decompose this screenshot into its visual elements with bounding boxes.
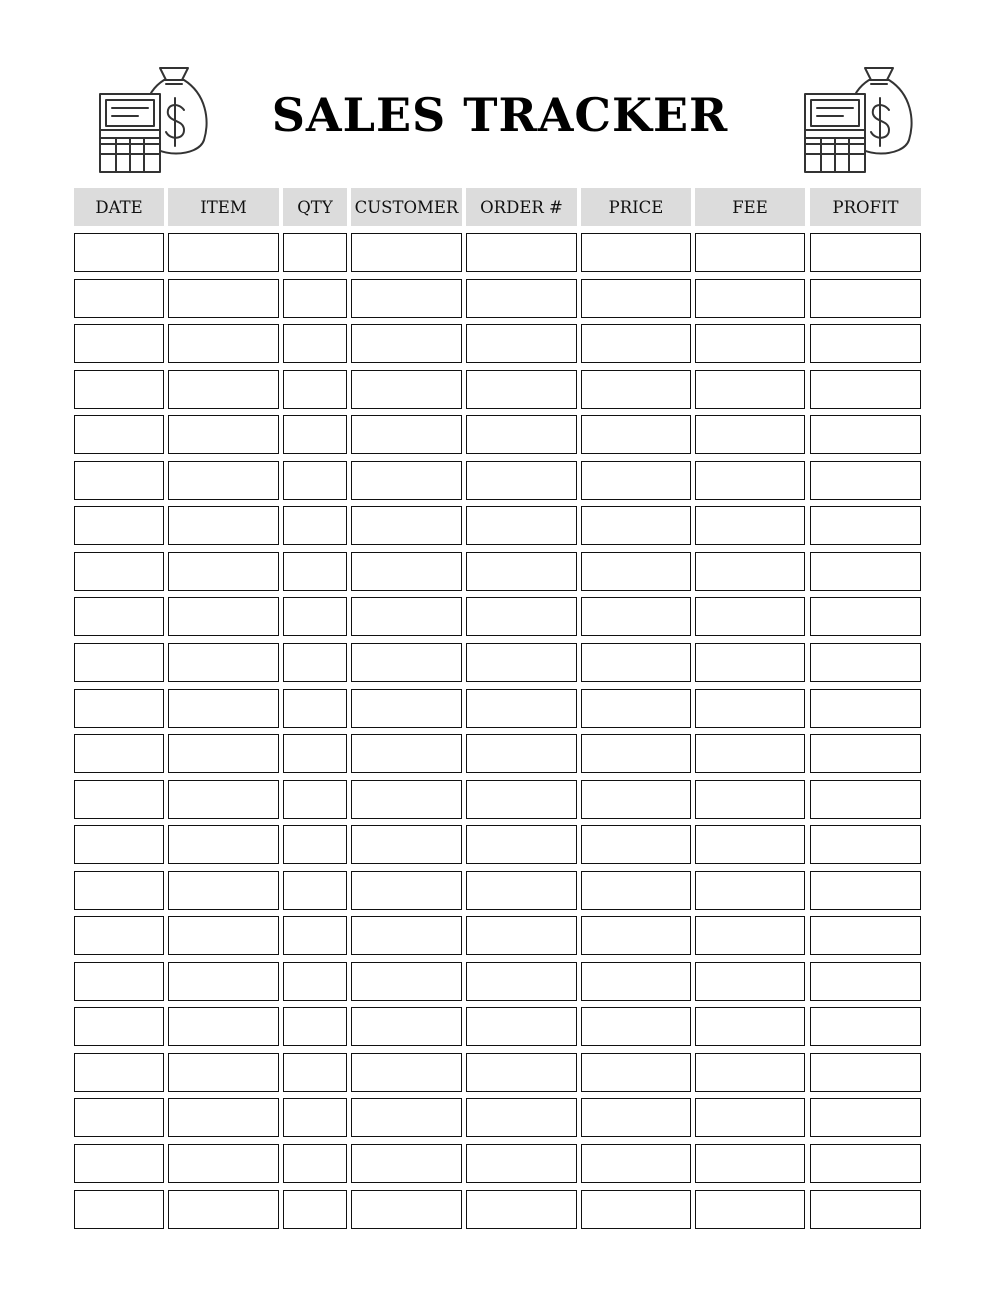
entry-cell-qty[interactable]	[283, 1144, 347, 1183]
entry-cell-date[interactable]	[74, 461, 164, 500]
entry-cell-profit[interactable]	[810, 1007, 921, 1046]
entry-cell-fee[interactable]	[695, 597, 805, 636]
entry-cell-customer[interactable]	[351, 324, 462, 363]
entry-cell-item[interactable]	[168, 461, 279, 500]
entry-cell-fee[interactable]	[695, 962, 805, 1001]
entry-cell-customer[interactable]	[351, 643, 462, 682]
entry-cell-fee[interactable]	[695, 1007, 805, 1046]
entry-cell-price[interactable]	[581, 597, 691, 636]
entry-cell-date[interactable]	[74, 871, 164, 910]
entry-cell-fee[interactable]	[695, 415, 805, 454]
entry-cell-profit[interactable]	[810, 506, 921, 545]
entry-cell-customer[interactable]	[351, 415, 462, 454]
entry-cell-order[interactable]	[466, 1190, 577, 1229]
entry-cell-order[interactable]	[466, 233, 577, 272]
entry-cell-date[interactable]	[74, 689, 164, 728]
entry-cell-customer[interactable]	[351, 506, 462, 545]
entry-cell-price[interactable]	[581, 233, 691, 272]
entry-cell-order[interactable]	[466, 689, 577, 728]
entry-cell-qty[interactable]	[283, 734, 347, 773]
entry-cell-qty[interactable]	[283, 415, 347, 454]
entry-cell-order[interactable]	[466, 1053, 577, 1092]
entry-cell-order[interactable]	[466, 1098, 577, 1137]
entry-cell-price[interactable]	[581, 871, 691, 910]
entry-cell-date[interactable]	[74, 1007, 164, 1046]
entry-cell-item[interactable]	[168, 279, 279, 318]
entry-cell-date[interactable]	[74, 1053, 164, 1092]
entry-cell-qty[interactable]	[283, 825, 347, 864]
entry-cell-date[interactable]	[74, 1098, 164, 1137]
entry-cell-qty[interactable]	[283, 370, 347, 409]
entry-cell-profit[interactable]	[810, 233, 921, 272]
entry-cell-customer[interactable]	[351, 279, 462, 318]
entry-cell-date[interactable]	[74, 370, 164, 409]
entry-cell-profit[interactable]	[810, 643, 921, 682]
entry-cell-order[interactable]	[466, 916, 577, 955]
entry-cell-qty[interactable]	[283, 871, 347, 910]
entry-cell-order[interactable]	[466, 552, 577, 591]
entry-cell-fee[interactable]	[695, 1190, 805, 1229]
entry-cell-price[interactable]	[581, 643, 691, 682]
entry-cell-fee[interactable]	[695, 689, 805, 728]
entry-cell-order[interactable]	[466, 825, 577, 864]
entry-cell-customer[interactable]	[351, 689, 462, 728]
entry-cell-qty[interactable]	[283, 962, 347, 1001]
entry-cell-fee[interactable]	[695, 871, 805, 910]
entry-cell-fee[interactable]	[695, 916, 805, 955]
entry-cell-item[interactable]	[168, 643, 279, 682]
entry-cell-qty[interactable]	[283, 1190, 347, 1229]
entry-cell-date[interactable]	[74, 780, 164, 819]
entry-cell-profit[interactable]	[810, 552, 921, 591]
entry-cell-qty[interactable]	[283, 324, 347, 363]
entry-cell-item[interactable]	[168, 1098, 279, 1137]
entry-cell-price[interactable]	[581, 506, 691, 545]
entry-cell-profit[interactable]	[810, 962, 921, 1001]
entry-cell-profit[interactable]	[810, 597, 921, 636]
entry-cell-fee[interactable]	[695, 1053, 805, 1092]
entry-cell-item[interactable]	[168, 1053, 279, 1092]
entry-cell-fee[interactable]	[695, 1098, 805, 1137]
entry-cell-order[interactable]	[466, 780, 577, 819]
column-header-fee: FEE	[695, 188, 805, 226]
entry-cell-profit[interactable]	[810, 780, 921, 819]
entry-cell-date[interactable]	[74, 324, 164, 363]
entry-cell-item[interactable]	[168, 689, 279, 728]
entry-cell-item[interactable]	[168, 916, 279, 955]
entry-cell-profit[interactable]	[810, 415, 921, 454]
entry-cell-item[interactable]	[168, 233, 279, 272]
entry-cell-qty[interactable]	[283, 233, 347, 272]
entry-cell-profit[interactable]	[810, 734, 921, 773]
entry-cell-item[interactable]	[168, 370, 279, 409]
entry-cell-order[interactable]	[466, 871, 577, 910]
entry-cell-qty[interactable]	[283, 461, 347, 500]
entry-cell-order[interactable]	[466, 1007, 577, 1046]
entry-cell-customer[interactable]	[351, 780, 462, 819]
entry-cell-date[interactable]	[74, 1144, 164, 1183]
entry-cell-profit[interactable]	[810, 689, 921, 728]
column-header-item: ITEM	[168, 188, 279, 226]
entry-cell-item[interactable]	[168, 871, 279, 910]
entry-cell-customer[interactable]	[351, 916, 462, 955]
entry-cell-customer[interactable]	[351, 1190, 462, 1229]
entry-cell-price[interactable]	[581, 370, 691, 409]
entry-cell-order[interactable]	[466, 506, 577, 545]
entry-cell-customer[interactable]	[351, 825, 462, 864]
column-header-price: PRICE	[581, 188, 691, 226]
entry-cell-customer[interactable]	[351, 1098, 462, 1137]
entry-cell-customer[interactable]	[351, 597, 462, 636]
entry-cell-price[interactable]	[581, 1007, 691, 1046]
entry-cell-date[interactable]	[74, 597, 164, 636]
entry-cell-order[interactable]	[466, 370, 577, 409]
entry-cell-customer[interactable]	[351, 1053, 462, 1092]
column-header-order: ORDER #	[466, 188, 577, 226]
entry-cell-price[interactable]	[581, 962, 691, 1001]
entry-cell-order[interactable]	[466, 962, 577, 1001]
entry-cell-profit[interactable]	[810, 461, 921, 500]
entry-cell-qty[interactable]	[283, 1098, 347, 1137]
entry-cell-fee[interactable]	[695, 825, 805, 864]
entry-cell-fee[interactable]	[695, 643, 805, 682]
column-header-date: DATE	[74, 188, 164, 226]
entry-cell-profit[interactable]	[810, 1053, 921, 1092]
entry-cell-customer[interactable]	[351, 233, 462, 272]
entry-cell-date[interactable]	[74, 825, 164, 864]
entry-cell-fee[interactable]	[695, 233, 805, 272]
column-header-profit: PROFIT	[810, 188, 921, 226]
entry-cell-date[interactable]	[74, 233, 164, 272]
column-header-qty: QTY	[283, 188, 347, 226]
entry-cell-fee[interactable]	[695, 734, 805, 773]
entry-cell-date[interactable]	[74, 916, 164, 955]
entry-cell-profit[interactable]	[810, 1144, 921, 1183]
entry-cell-fee[interactable]	[695, 1144, 805, 1183]
entry-cell-fee[interactable]	[695, 279, 805, 318]
entry-cell-qty[interactable]	[283, 780, 347, 819]
entry-cell-item[interactable]	[168, 324, 279, 363]
entry-cell-price[interactable]	[581, 734, 691, 773]
entry-cell-fee[interactable]	[695, 461, 805, 500]
entry-cell-order[interactable]	[466, 461, 577, 500]
entry-cell-profit[interactable]	[810, 1098, 921, 1137]
entry-cell-qty[interactable]	[283, 916, 347, 955]
entry-cell-price[interactable]	[581, 780, 691, 819]
entry-cell-customer[interactable]	[351, 461, 462, 500]
entry-cell-profit[interactable]	[810, 370, 921, 409]
entry-cell-price[interactable]	[581, 279, 691, 318]
entry-cell-qty[interactable]	[283, 1007, 347, 1046]
entry-cell-qty[interactable]	[283, 552, 347, 591]
entry-cell-qty[interactable]	[283, 689, 347, 728]
entry-cell-customer[interactable]	[351, 370, 462, 409]
entry-cell-date[interactable]	[74, 506, 164, 545]
entry-cell-customer[interactable]	[351, 1144, 462, 1183]
entry-cell-order[interactable]	[466, 597, 577, 636]
entry-cell-fee[interactable]	[695, 324, 805, 363]
entry-cell-price[interactable]	[581, 461, 691, 500]
entry-cell-fee[interactable]	[695, 552, 805, 591]
entry-cell-item[interactable]	[168, 506, 279, 545]
entry-cell-customer[interactable]	[351, 552, 462, 591]
entry-cell-fee[interactable]	[695, 370, 805, 409]
entry-cell-price[interactable]	[581, 1098, 691, 1137]
entry-cell-profit[interactable]	[810, 1190, 921, 1229]
entry-cell-item[interactable]	[168, 825, 279, 864]
entry-cell-price[interactable]	[581, 1144, 691, 1183]
entry-cell-customer[interactable]	[351, 871, 462, 910]
entry-cell-customer[interactable]	[351, 962, 462, 1001]
entry-cell-item[interactable]	[168, 415, 279, 454]
entry-cell-item[interactable]	[168, 1190, 279, 1229]
entry-cell-date[interactable]	[74, 415, 164, 454]
entry-cell-date[interactable]	[74, 1190, 164, 1229]
entry-cell-date[interactable]	[74, 962, 164, 1001]
entry-cell-price[interactable]	[581, 689, 691, 728]
entry-cell-customer[interactable]	[351, 734, 462, 773]
entry-cell-date[interactable]	[74, 734, 164, 773]
entry-cell-order[interactable]	[466, 1144, 577, 1183]
entry-cell-order[interactable]	[466, 415, 577, 454]
entry-cell-order[interactable]	[466, 643, 577, 682]
entry-cell-date[interactable]	[74, 279, 164, 318]
entry-cell-item[interactable]	[168, 597, 279, 636]
entry-cell-price[interactable]	[581, 916, 691, 955]
entry-cell-item[interactable]	[168, 1144, 279, 1183]
entry-cell-date[interactable]	[74, 643, 164, 682]
entry-cell-order[interactable]	[466, 279, 577, 318]
entry-cell-item[interactable]	[168, 962, 279, 1001]
entry-cell-fee[interactable]	[695, 780, 805, 819]
entry-cell-price[interactable]	[581, 415, 691, 454]
entry-cell-price[interactable]	[581, 1190, 691, 1229]
entry-cell-qty[interactable]	[283, 597, 347, 636]
entry-cell-customer[interactable]	[351, 1007, 462, 1046]
entry-cell-order[interactable]	[466, 734, 577, 773]
entry-cell-profit[interactable]	[810, 871, 921, 910]
entry-cell-order[interactable]	[466, 324, 577, 363]
entry-cell-item[interactable]	[168, 734, 279, 773]
entry-cell-profit[interactable]	[810, 324, 921, 363]
entry-cell-profit[interactable]	[810, 279, 921, 318]
entry-cell-item[interactable]	[168, 552, 279, 591]
entry-cell-item[interactable]	[168, 780, 279, 819]
entry-cell-price[interactable]	[581, 324, 691, 363]
entry-cell-date[interactable]	[74, 552, 164, 591]
page-title: SALES TRACKER	[271, 88, 729, 142]
entry-cell-price[interactable]	[581, 825, 691, 864]
entry-cell-price[interactable]	[581, 1053, 691, 1092]
entry-cell-profit[interactable]	[810, 916, 921, 955]
entry-cell-qty[interactable]	[283, 1053, 347, 1092]
entry-cell-profit[interactable]	[810, 825, 921, 864]
column-header-customer: CUSTOMER	[351, 188, 462, 226]
entry-cell-qty[interactable]	[283, 279, 347, 318]
entry-cell-fee[interactable]	[695, 506, 805, 545]
entry-cell-qty[interactable]	[283, 506, 347, 545]
entry-cell-qty[interactable]	[283, 643, 347, 682]
entry-cell-price[interactable]	[581, 552, 691, 591]
entry-cell-item[interactable]	[168, 1007, 279, 1046]
